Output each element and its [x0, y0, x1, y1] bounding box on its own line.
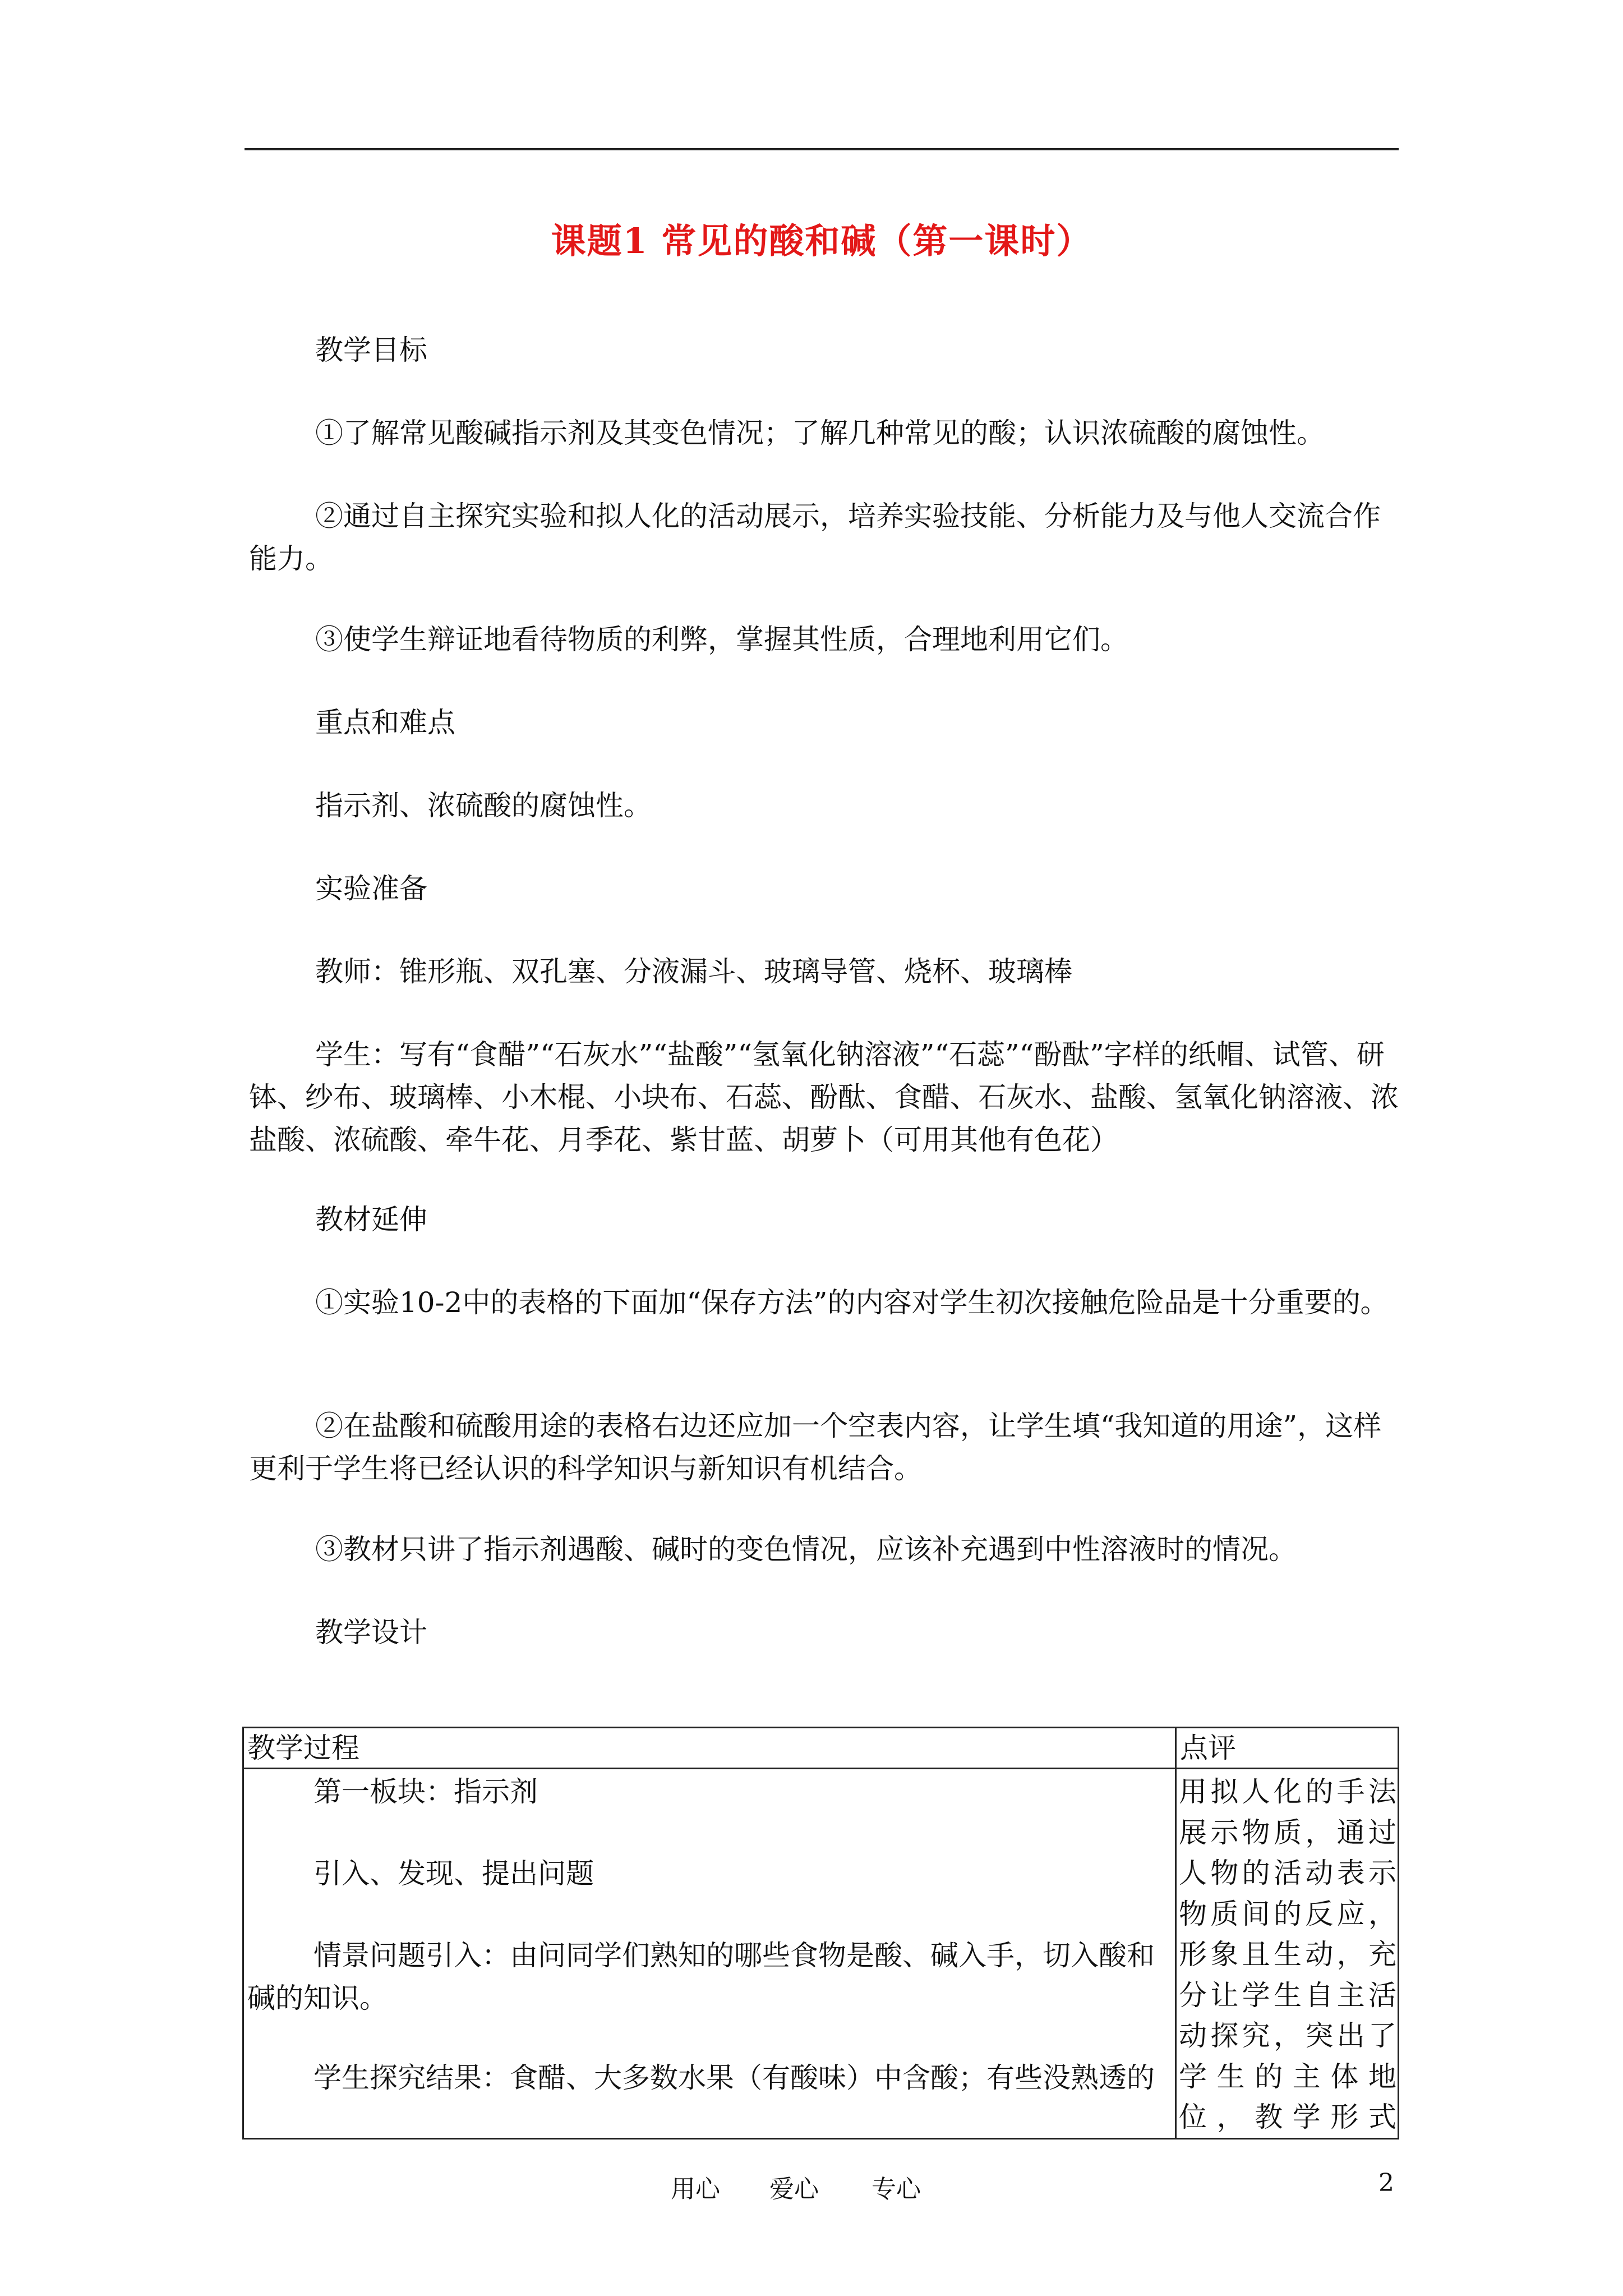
- header-process: 教学过程: [243, 1728, 1176, 1769]
- header-comment: 点评: [1176, 1728, 1399, 1769]
- objectives-heading: 教学目标: [315, 334, 427, 366]
- table-header-row: [243, 1728, 1399, 1769]
- comment-cell: [1176, 1769, 1399, 2139]
- teaching-design-table: [242, 1727, 1399, 2139]
- block-title: 第一板块：指示剂: [313, 1775, 538, 1808]
- focus-text: 指示剂、浓硫酸的腐蚀性。: [315, 789, 652, 822]
- extension-2: ②在盐酸和硫酸用途的表格右边还应加一个空表内容，让学生填“我知道的用途”，这样更利于学生将已经认识的科学知识与新知识有机结合。: [249, 1410, 1382, 1485]
- prep-student: 学生：写有“食醋”“石灰水”“盐酸”“氢氧化钠溶液”“石蕊”“酚酞”字样的纸帽、试管、研钵、纱布、玻璃棒、小木棍、小块布、石蕊、酚酞、食醋、石灰水、盐酸、氢氧化钠溶液、浓盐酸、浓硫酸、牵牛花、月季花、紫甘蓝、胡萝卜（可用其他有色花）: [249, 1038, 1399, 1156]
- intro-text: 引入、发现、提出问题: [313, 1857, 594, 1890]
- prep-heading: 实验准备: [315, 872, 427, 905]
- footer-motto-2: 爱心: [769, 2175, 819, 2203]
- prep-teacher: 教师：锥形瓶、双孔塞、分液漏斗、玻璃导管、烧杯、玻璃棒: [315, 955, 1072, 988]
- page-title: 课题1 常见的酸和碱（第一课时）: [551, 220, 1092, 261]
- footer-motto-1: 用心: [671, 2175, 720, 2203]
- result-text: 学生探究结果：食醋、大多数水果（有酸味）中含酸；有些没熟透的: [313, 2062, 1155, 2094]
- header-rule: [245, 148, 1399, 150]
- scenario-text: 情景问题引入：由问同学们熟知的哪些食物是酸、碱入手，切入酸和碱的知识。: [247, 1939, 1155, 2014]
- page-number: 2: [1378, 2169, 1394, 2197]
- focus-heading: 重点和难点: [315, 706, 455, 739]
- design-heading: 教学设计: [315, 1616, 427, 1649]
- extension-1: ①实验10-2中的表格的下面加“保存方法”的内容对学生初次接触危险品是十分重要的。: [315, 1286, 1389, 1319]
- objective-1: ①了解常见酸碱指示剂及其变色情况；了解几种常见的酸；认识浓硫酸的腐蚀性。: [315, 417, 1325, 449]
- page-footer: [0, 2169, 1623, 2208]
- process-cell: [243, 1769, 1176, 2139]
- objective-2: ②通过自主探究实验和拟人化的活动展示，培养实验技能、分析能力及与他人交流合作能力。: [249, 500, 1381, 575]
- objective-3: ③使学生辩证地看待物质的利弊，掌握其性质，合理地利用它们。: [315, 623, 1128, 656]
- footer-motto-3: 专心: [872, 2175, 921, 2203]
- comment-text: 用拟人化的手法展示物质，通过人物的活动表示物质间的反应，形象且生动，充分让学生自主活动探究，突出了学生的主体地位，教学形式: [1179, 1775, 1396, 2133]
- table-row: [243, 1769, 1399, 2139]
- extension-3: ③教材只讲了指示剂遇酸、碱时的变色情况，应该补充遇到中性溶液时的情况。: [315, 1533, 1297, 1566]
- extension-heading: 教材延伸: [315, 1203, 427, 1236]
